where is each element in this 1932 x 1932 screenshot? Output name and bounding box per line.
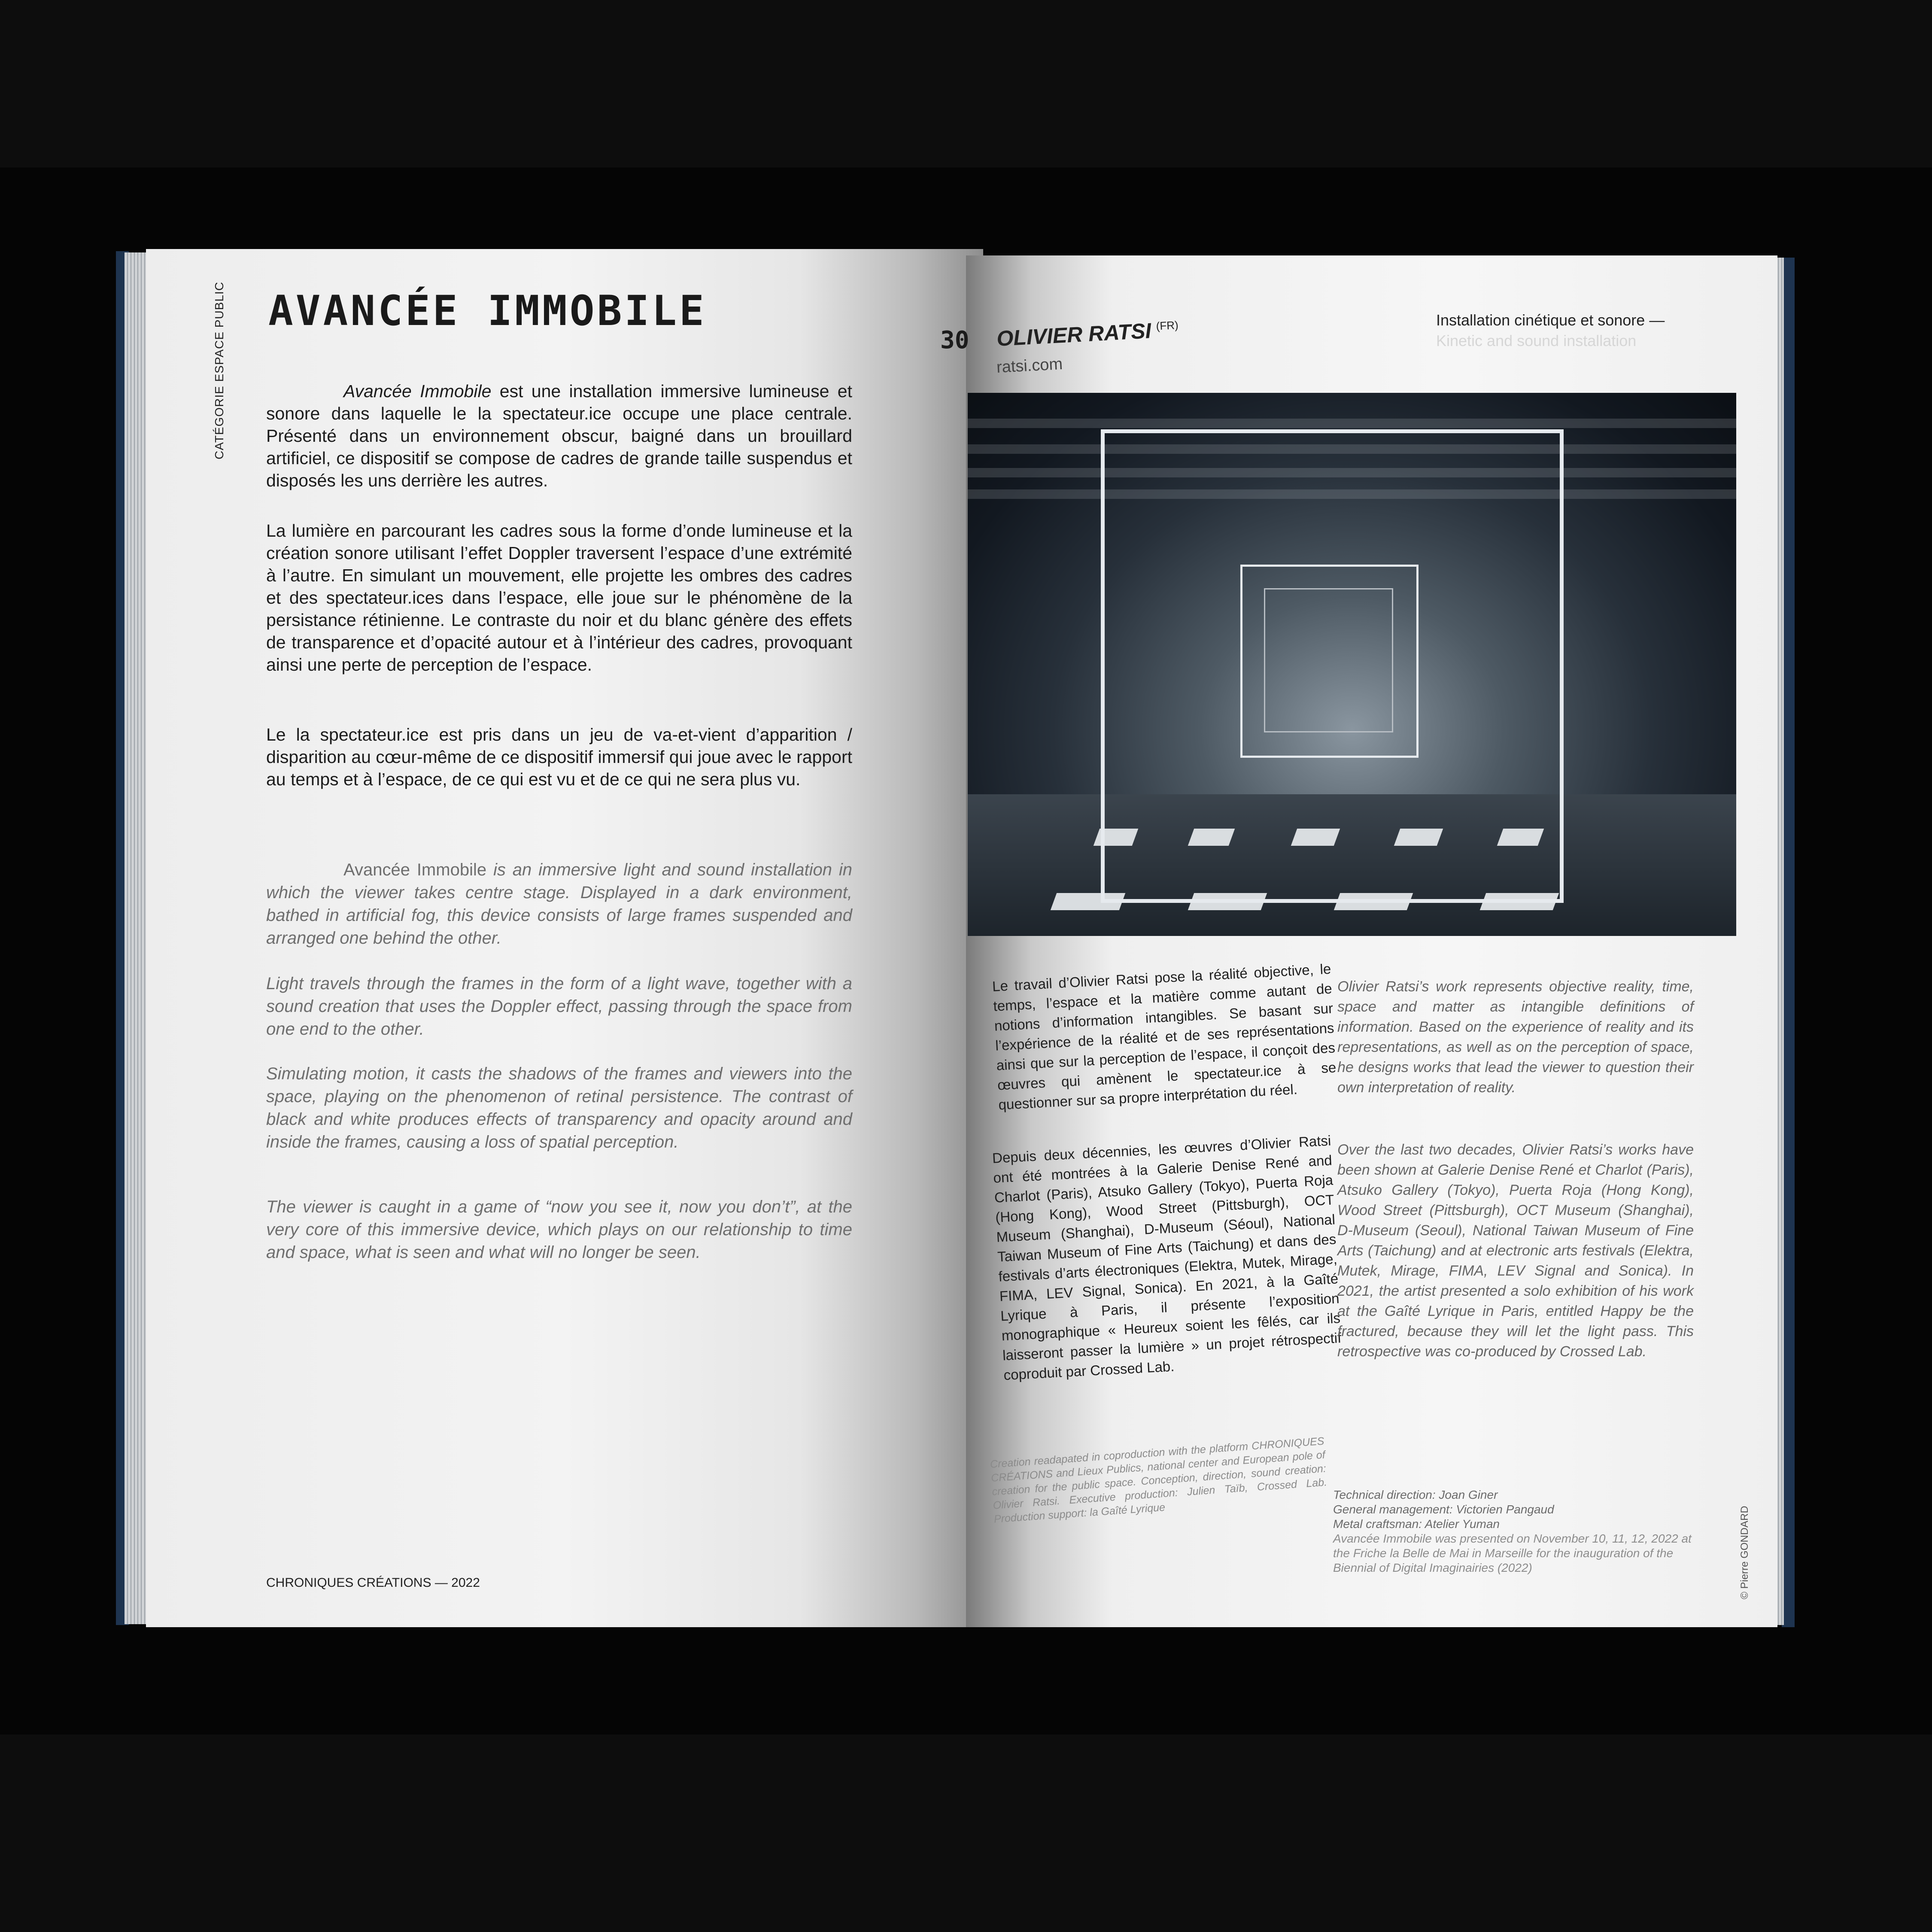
right-page xyxy=(940,255,1777,1627)
installation-photo xyxy=(968,393,1736,936)
french-paragraph-3-text: Le la spectateur.ice est pris dans un jeu de va-et-vient d’apparition / disparition au cœur-même de ce dispositif immersif qui joue avec le rapport au temps et à l’espace, de ce qui est vu et de ce qui ne sera plus vu. xyxy=(266,725,852,789)
credit-general-management: General management: Victorien Pangaud xyxy=(1333,1503,1554,1516)
biography-english-2: Over the last two decades, Olivier Ratsi’s works have been shown at Galerie Denise René et Charlot (Paris), Atsuko Gallery (Tokyo), Puerta Roja (Hong Kong), Wood Street (Pittsburgh), OCT Museum (Shanghai), D-Museum (Seoul), National Taiwan Museum of Fine Arts (Taichung) and at electronic arts festivals (Elektra, Mutek, Mirage, FIMA, LEV Signal and Sonica). In 2021, the artist presented a solo exhibition of his work at the Gaîté Lyrique in Paris, entitled Happy be the fractured, because they will let the light pass. This retrospective was co-produced by Crossed Lab. xyxy=(1337,1142,1694,1360)
biography-french-2: Depuis deux décennies, les œuvres d’Olivier Ratsi ont été montrées à la Galerie Denise René and Charlot (Paris), Atsuko Gallery (Tokyo), Puerta Roja (Hong Kong), Wood Street (Pittsburgh), OCT Museum (Shanghai), D-Museum (Séoul), National Taiwan Museum of Fine Arts (Taichung) et dans des festivals d’arts électroniques (Elektra, Mutek, Mirage, FIMA, LEV Signal, Sonica). En 2021, à la Gaîté Lyrique à Paris, il présente l’exposition monographique « Heureux soient les fêlés, car ils laisseront passer la lumière » un projet rétrospectif coproduit par Crossed Lab. xyxy=(992,1132,1342,1383)
english-paragraph-3 xyxy=(266,1063,852,1154)
french-paragraph-2-text: La lumière en parcourant les cadres sous la forme d’onde lumineuse et la création sonore utilisant l’effet Doppler traversent l’espace d’une extrémité à l’autre. En simulant un mouvement, elle projette les ombres des cadres et des spectateur.ices dans l’espace, elle joue sur le phénomène de la persistance rétinienne. Le contraste du noir et du blanc génère des effets de transparence et d’opacité autour et à l’intérieur des cadres, provoquant ainsi une perte de perception de l’espace. xyxy=(266,521,852,674)
biography-french-1: Le travail d’Olivier Ratsi pose la réalité objective, le temps, l’espace et la matière comme autant de notions d’information intangibles. Se basant sur l’expérience de la réalité et de ses représentations ainsi que sur la perception de l’espace, il conçoit des œuvres qui amènent le spectateur.ice à se questionner sur sa propre interprétation du réel. xyxy=(992,960,1337,1113)
english-paragraph-4 xyxy=(266,1196,852,1264)
credit-technical-direction: Technical direction: Joan Giner xyxy=(1333,1488,1498,1501)
french-paragraph-3 xyxy=(266,723,852,790)
work-title-italic: Avancée Immobile xyxy=(343,381,492,401)
artist-name xyxy=(996,317,1179,351)
english-paragraph-3-text: Simulating motion, it casts the shadows of the frames and viewers into the space, playing on the phenomenon of retinal persistence. The contrast of black and white produces effects of transparency and opacity around and inside the frames, causing a loss of spatial perception. xyxy=(266,1064,852,1151)
french-paragraph-1 xyxy=(266,380,852,492)
artist-website: ratsi.com xyxy=(996,355,1063,377)
category-label: CATÉGORIE ESPACE PUBLIC xyxy=(213,281,226,459)
page-title: AVANCÉE IMMOBILE xyxy=(268,287,707,335)
work-title-roman: Avancée Immobile xyxy=(343,860,487,879)
running-footer: CHRONIQUES CRÉATIONS — 2022 xyxy=(266,1576,480,1590)
production-credits: Creation readapated in coproduction with the platform CHRONIQUES CRÉATIONS and Lieux Publics, national center and European pole of creation for the public space. Conception, direction, sound creation: Olivier Ratsi. Executive production: Julien Taïb, Crossed Lab. Production support: la Gaîté Lyrique xyxy=(990,1435,1327,1525)
technical-credits xyxy=(1333,1488,1696,1575)
work-type-french: Installation cinétique et sonore — xyxy=(1436,311,1665,329)
artist-country: (FR) xyxy=(1155,319,1179,333)
page-number: 30 xyxy=(940,326,969,354)
work-type-english: Kinetic and sound installation xyxy=(1436,332,1637,349)
credit-metal-craftsman: Metal craftsman: Atelier Yuman xyxy=(1333,1517,1500,1531)
biography-english-1: Olivier Ratsi’s work represents objective reality, time, space and matter as intangible definitions of information. Based on the experience of reality and its representations, as well as on the perception of space, he designs works that lead the viewer to question their own interpretation of reality. xyxy=(1337,978,1694,1096)
french-paragraph-1-text: est une installation immersive lumineuse et sonore dans laquelle le la spectateur.ice occupe une place centrale. Présenté dans un environnement obscur, baigné dans un brouillard artificiel, ce dispositif se compose de cadres de grande taille suspendus et disposés les uns derrière les autres. xyxy=(266,381,852,490)
english-paragraph-2 xyxy=(266,972,852,1041)
left-page xyxy=(146,249,983,1627)
english-paragraph-1-text: is an immersive light and sound installation in which the viewer takes centre stage. Displayed in a dark environment, bathed in artificial fog, this device consists of large frames suspended and arranged one behind the other. xyxy=(266,860,852,948)
english-paragraph-4-text: The viewer is caught in a game of “now you see it, now you don’t”, at the very core of this immersive device, which plays on our relationship to time and space, what is seen and what will no longer be seen. xyxy=(266,1197,852,1262)
english-paragraph-1 xyxy=(266,859,852,950)
english-paragraph-2-text: Light travels through the frames in the form of a light wave, together with a sound creation that uses the Doppler effect, passing through the space from one end to the other. xyxy=(266,974,852,1039)
credit-presentation-note: Avancée Immobile was presented on November 10, 11, 12, 2022 at the Friche la Belle de Mai in Marseille for the inauguration of the Biennial of Digital Imaginairies (2022) xyxy=(1333,1532,1692,1574)
photo-credit: © Pierre GONDARD xyxy=(1739,1506,1750,1599)
artist-name-text: OLIVIER RATSI xyxy=(996,319,1152,351)
french-paragraph-2 xyxy=(266,519,852,676)
